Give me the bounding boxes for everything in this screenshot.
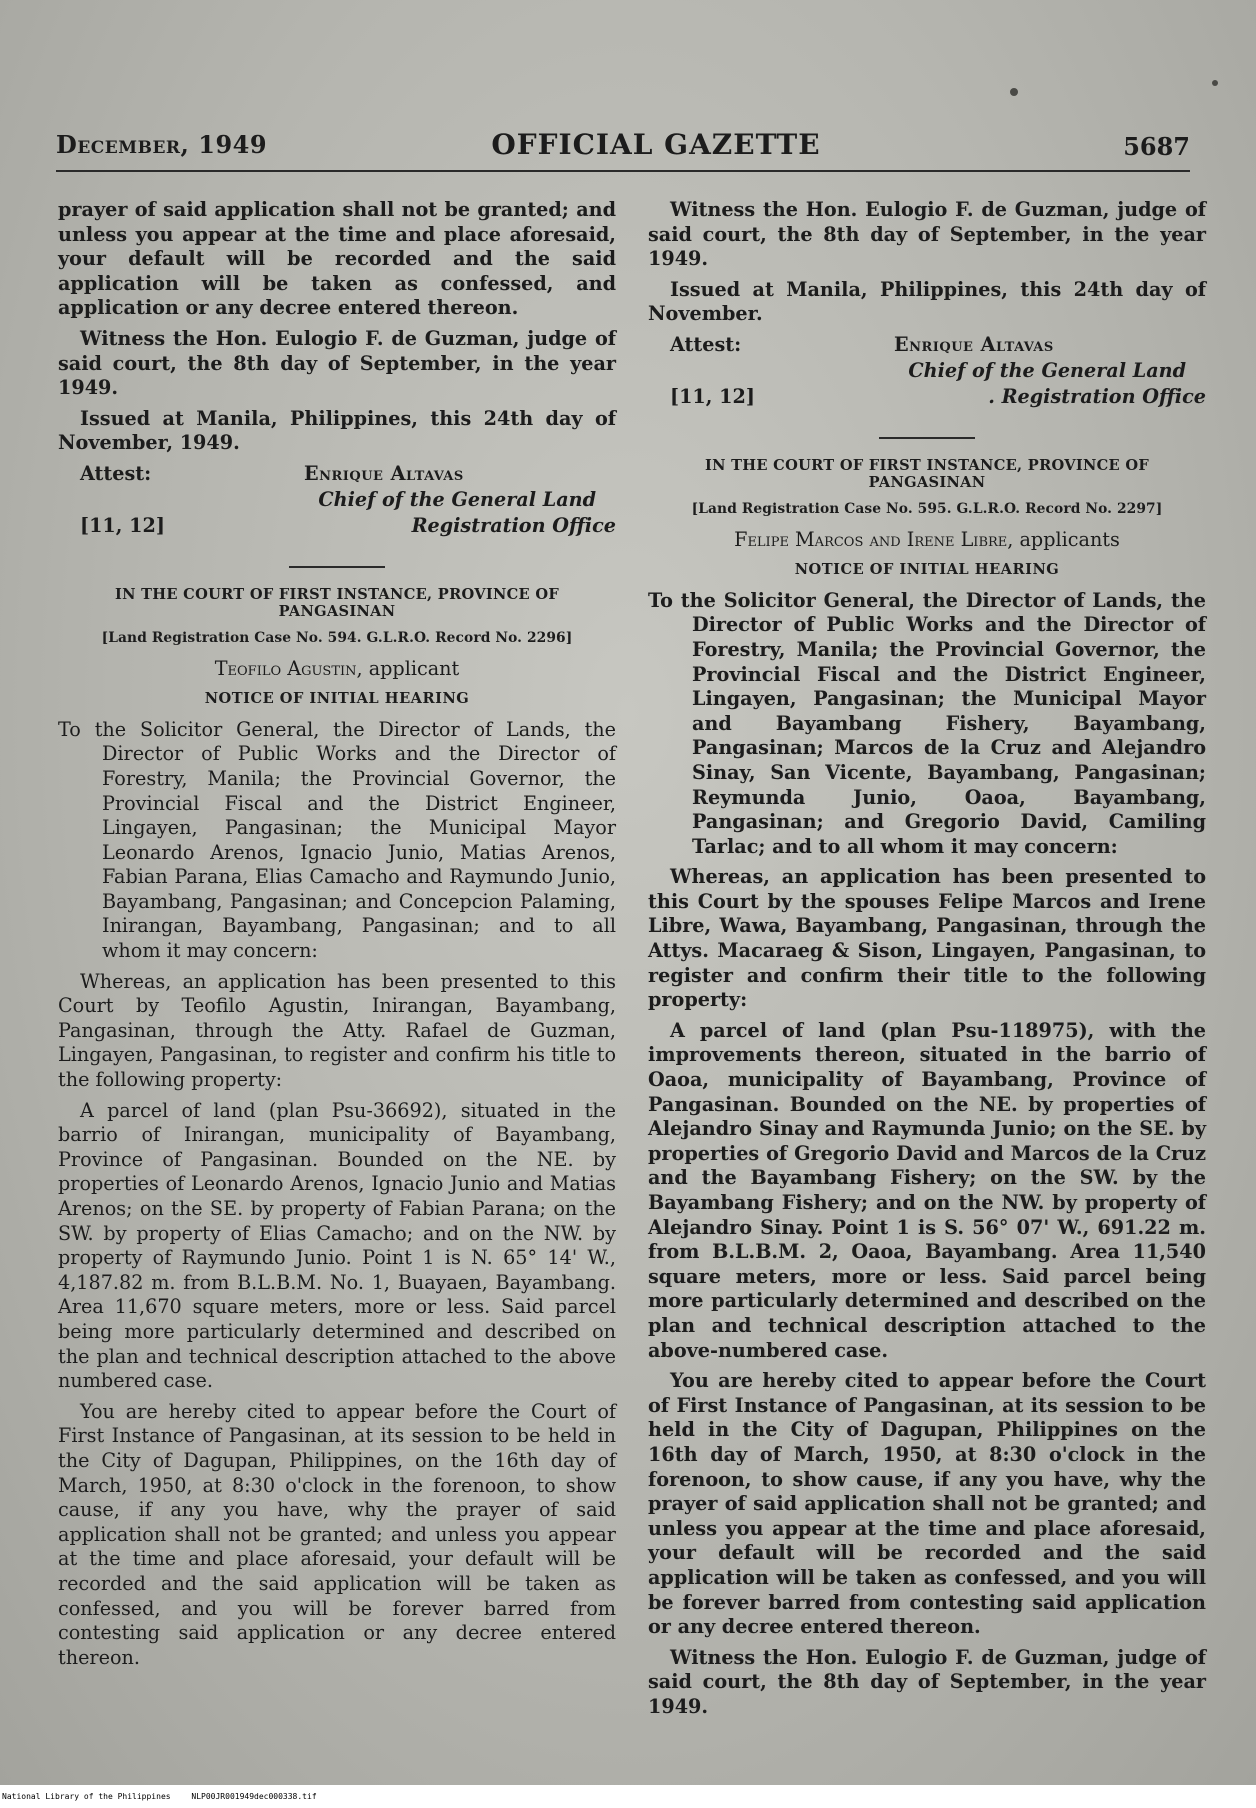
applicant-line	[58, 657, 616, 682]
applicant-suffix: , applicant	[356, 656, 460, 680]
paragraph: Witness the Hon. Eulogio F. de Guzman, judge of said court, the 8th day of September, in the year 1949.	[58, 326, 616, 400]
case-reference: [Land Registration Case No. 594. G.L.R.O. Record No. 2296]	[101, 629, 573, 646]
paragraph: prayer of said application shall not be granted; and unless you appear at the time and place aforesaid, your default will be recorded and the said application will be taken as confessed, and application or any decree entered thereon.	[58, 198, 616, 320]
page-header	[56, 128, 1190, 168]
header-rule	[56, 170, 1190, 172]
paragraph: Issued at Manila, Philippines, this 24th day of November, 1949.	[58, 406, 616, 455]
paragraph: A parcel of land (plan Psu-118975), with the improvements thereon, situated in the barrio of Oaoa, municipality of Bayambang, Province of Pangasinan. Bounded on the NE. by properties of Alejandro Sinay and Raymunda Junio; on the SE. by properties of Gregorio David and Marcos de la Cruz and the Bayambang Fishery; on the SW. by the Bayambang Fishery; and on the NW. by property of Alejandro Sinay. Point 1 is S. 56° 07' W., 691.22 m. from B.L.B.M. 2, Oaoa, Bayambang. Area 11,540 square meters, more or less. Said parcel being more particularly determined and described on the plan and technical description attached to the above-numbered case.	[648, 1018, 1206, 1362]
paragraph: Whereas, an application has been presented to this Court by Teofilo Agustin, Inirangan, Bayambang, Pangasinan, through the Atty. Rafael de Guzman, Lingayen, Pangasinan, to register and confirm his title to the following property:	[58, 969, 616, 1092]
paragraph: You are hereby cited to appear before the Court of First Instance of Pangasinan, at its session to be held in the City of Dagupan, Philippines, on the 16th day of March, 1950, at 8:30 o'clock in the forenoon, to show cause, if any you have, why the prayer of said application shall not be granted; and unless you appear at the time and place aforesaid, your default will be recorded and the said application will be taken as confessed, and you will be forever barred from contesting said application or any decree entered thereon.	[58, 1399, 616, 1669]
attest-label: Attest:	[670, 332, 742, 356]
paragraph: Whereas, an application has been presented to this Court by the spouses Felipe Marcos and Irene Libre, Wawa, Bayambang, Pangasinan, through the Attys. Macaraeg & Sison, Lingayen, Pangasinan, to register and confirm their title to the following property:	[648, 865, 1206, 1012]
address-paragraph: To the Solicitor General, the Director of Lands, the Director of Public Works and the Director of Forestry, Manila; the Provincial Governor, the Provincial Fiscal and the District Engineer, Lingayen, Pangasinan; the Municipal Mayor and Bayambang Fishery, Bayambang, Pangasinan; Marcos de la Cruz and Alejandro Sinay, San Vicente, Bayambang, Pangasinan; Reymunda Junio, Oaoa, Bayambang, Pangasinan; and Gregorio David, Camiling Tarlac; and to all whom it may concern:	[648, 588, 1206, 858]
footer-source: National Library of the Philippines	[2, 1792, 171, 1801]
scan-speck	[1010, 88, 1018, 96]
attest-number: [11, 12]	[670, 384, 755, 408]
paragraph: A parcel of land (plan Psu-36692), situated in the barrio of Inirangan, municipality of Bayambang, Province of Pangasinan. Bounded on the NE. by properties of Leonardo Arenos, Ignacio Junio and Matias Arenos; on the SE. by property of Fabian Parana; on the SW. by property of Elias Camacho; and on the NW. by property of Raymundo Junio. Point 1 is N. 65° 14' W., 4,187.82 m. from B.L.B.M. No. 1, Buayaen, Bayambang. Area 11,670 square meters, more or less. Said parcel being more particularly determined and described on the plan and technical description attached to the above numbered case.	[58, 1098, 616, 1393]
left-column	[58, 198, 616, 1676]
section-divider	[879, 437, 975, 439]
applicant-line	[648, 528, 1206, 553]
notice-heading: NOTICE OF INITIAL HEARING	[204, 690, 470, 708]
notice-heading: NOTICE OF INITIAL HEARING	[794, 561, 1060, 579]
attest-name: Enrique Altavas	[894, 332, 1054, 356]
attestation	[58, 462, 616, 552]
paragraph: Witness the Hon. Eulogio F. de Guzman, judge of said court, the 8th day of September, in the year 1949.	[648, 1645, 1206, 1718]
attest-title: Chief of the General Land	[908, 358, 1186, 382]
header-date: December, 1949	[56, 130, 268, 159]
page-number: 5687	[1123, 132, 1190, 161]
paragraph: Issued at Manila, Philippines, this 24th day of November.	[648, 277, 1206, 326]
scan-footer	[0, 1786, 1256, 1808]
attest-office: . Registration Office	[988, 384, 1206, 408]
attest-office: Registration Office	[411, 513, 616, 537]
attest-number: [11, 12]	[80, 513, 165, 537]
right-column	[648, 198, 1206, 1725]
attestation	[648, 333, 1206, 423]
applicant-names: Felipe Marcos and Irene Libre	[734, 527, 1008, 551]
court-heading: IN THE COURT OF FIRST INSTANCE, PROVINCE OF PANGASINAN	[704, 456, 1150, 491]
publication-title: OFFICIAL GAZETTE	[491, 128, 821, 161]
applicant-name: Teofilo Agustin	[214, 656, 357, 680]
attest-name: Enrique Altavas	[304, 461, 464, 485]
attest-title: Chief of the General Land	[318, 487, 596, 511]
attest-label: Attest:	[80, 461, 152, 485]
court-heading: IN THE COURT OF FIRST INSTANCE, PROVINCE OF PANGASINAN	[114, 585, 560, 620]
paragraph: You are hereby cited to appear before the Court of First Instance of Pangasinan, at its session to be held in the City of Dagupan, Philippines on the 16th day of March, 1950, at 8:30 o'clock in the forenoon, to show cause, if any you have, why the prayer of said application shall not be granted; and unless you appear at the time and place aforesaid, your default will be recorded and the said application will be taken as confessed, and you will be forever barred from contesting said application or any decree entered thereon.	[648, 1369, 1206, 1639]
paragraph: Witness the Hon. Eulogio F. de Guzman, judge of said court, the 8th day of September, in the year 1949.	[648, 198, 1206, 271]
case-reference: [Land Registration Case No. 595. G.L.R.O. Record No. 2297]	[691, 500, 1163, 517]
address-paragraph: To the Solicitor General, the Director of Lands, the Director of Public Works and the Director of Forestry, Manila; the Provincial Governor, the Provincial Fiscal and the District Engineer, Lingayen, Pangasinan; the Municipal Mayor Leonardo Arenos, Ignacio Junio, Matias Arenos, Fabian Parana, Elias Camacho and Raymundo Junio, Bayambang, Pangasinan; and Concepcion Palaming, Inirangan, Bayambang, Pangasinan; and to all whom it may concern:	[58, 717, 616, 963]
applicant-suffix: , applicants	[1007, 527, 1120, 551]
scan-speck	[1212, 80, 1218, 86]
section-divider	[289, 566, 385, 568]
footer-filename: NLP00JR001949dec000338.tif	[191, 1792, 317, 1801]
